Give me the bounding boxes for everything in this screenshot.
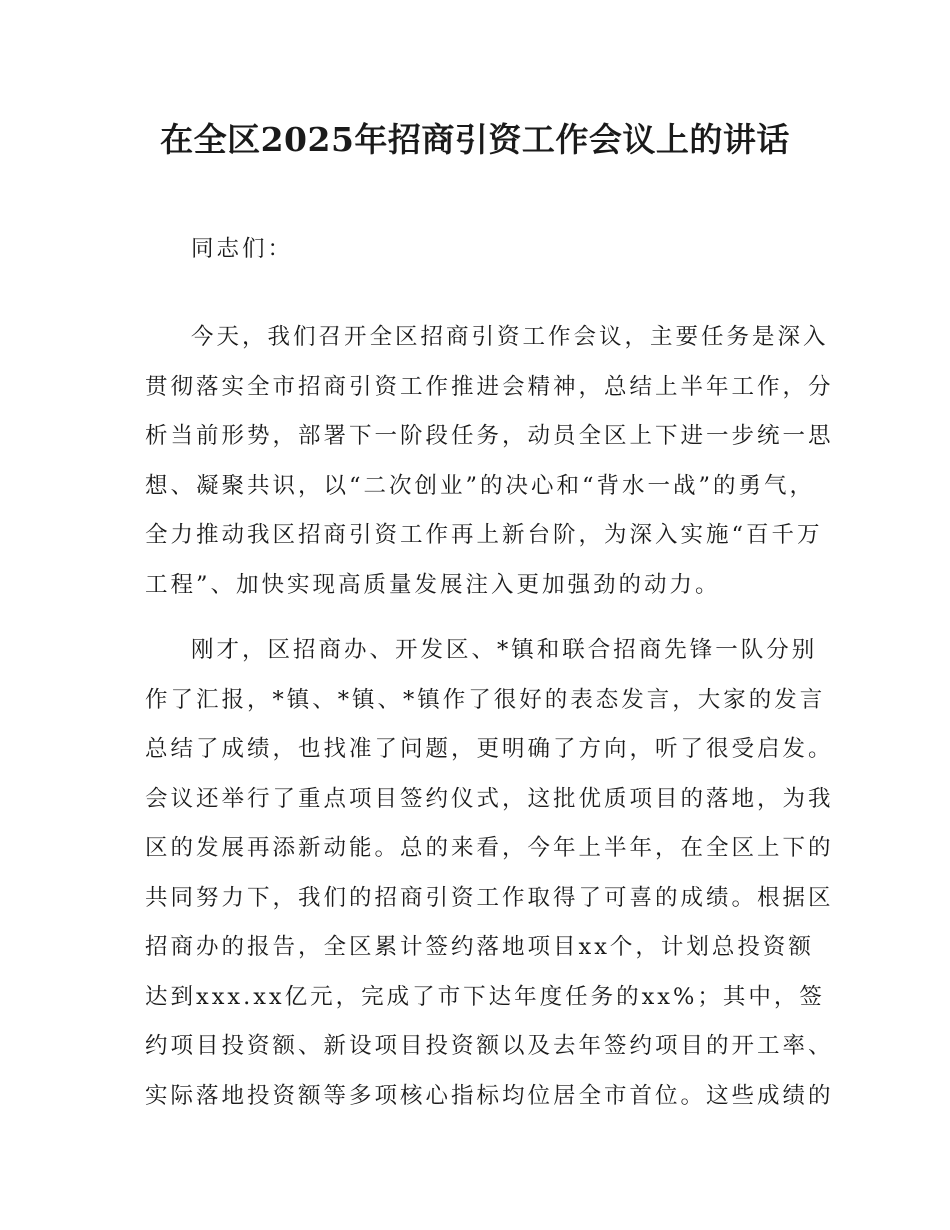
- paragraph-line: 招商办的报告，全区累计签约落地项目xx个，计划总投资额: [145, 934, 814, 960]
- paragraph-line: 析当前形势，部署下一阶段任务，动员全区上下进一步统一思: [145, 423, 834, 449]
- paragraph-line: 想、凝聚共识，以“二次创业”的决心和“背水一战”的勇气，: [145, 472, 816, 499]
- paragraph-line: 约项目投资额、新设项目投资额以及去年签约项目的开工率、: [145, 1033, 834, 1059]
- paragraph-line: 区的发展再添新动能。总的来看，今年上半年，在全区上下的: [145, 835, 834, 861]
- paragraph-line: 今天，我们召开全区招商引资工作会议，主要任务是深入: [191, 324, 829, 350]
- paragraph-line: 总结了成绩，也找准了问题，更明确了方向，听了很受启发。: [145, 736, 834, 762]
- paragraph-line: 刚才，区招商办、开发区、*镇和联合招商先锋一队分别: [191, 637, 818, 663]
- paragraph-line: 共同努力下，我们的招商引资工作取得了可喜的成绩。根据区: [145, 884, 834, 911]
- greeting: [145, 225, 817, 275]
- paragraph-line: 实际落地投资额等多项核心指标均位居全市首位。这些成绩的: [145, 1082, 834, 1109]
- paragraph-line: 达到xxx.xx亿元，完成了市下达年度任务的xx%；其中，签: [145, 983, 825, 1010]
- paragraph-line: 作了汇报，*镇、*镇、*镇作了很好的表态发言，大家的发言: [145, 686, 826, 713]
- paragraph-line: 全力推动我区招商引资工作再上新台阶，为深入实施“百千万: [145, 522, 823, 548]
- greeting-text: 同志们：: [191, 236, 294, 262]
- paragraph-line: 贯彻落实全市招商引资工作推进会精神，总结上半年工作，分: [145, 373, 834, 400]
- paragraph-1: [145, 313, 834, 610]
- paragraph-2: [145, 626, 834, 1121]
- document-title: 在全区2025年招商引资工作会议上的讲话: [160, 120, 790, 159]
- paragraph-line: 会议还举行了重点项目签约仪式，这批优质项目的落地，为我: [145, 785, 834, 812]
- paragraph-line: 工程”、加快实现高质量发展注入更加强劲的动力。: [145, 571, 721, 598]
